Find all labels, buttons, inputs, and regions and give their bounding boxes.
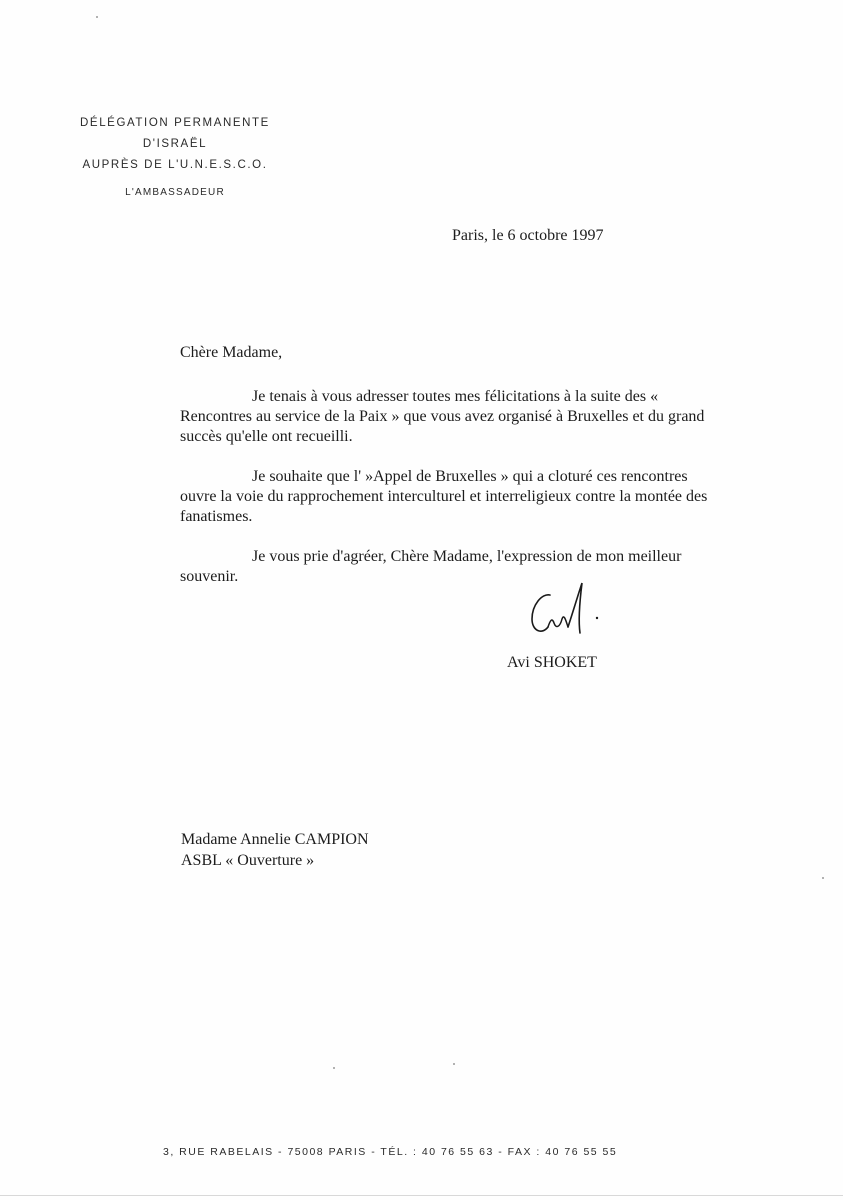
signer-name: Avi SHOKET <box>507 654 597 671</box>
letter-date: Paris, le 6 octobre 1997 <box>452 227 604 244</box>
letterhead-line-1: DÉLÉGATION PERMANENTE <box>80 117 270 129</box>
recipient-block <box>181 829 369 871</box>
salutation: Chère Madame, <box>180 344 283 361</box>
paper-speck <box>453 1063 455 1065</box>
paragraph-congratulations: Je tenais à vous adresser toutes mes félicitations à la suite des « Rencontres au service de la Paix » que vous avez organisé à Bruxelles et du grand succès qu'elle ont recueilli. <box>180 388 705 445</box>
letter-body <box>180 343 710 607</box>
letterhead-role: L'AMBASSADEUR <box>125 187 225 198</box>
recipient-name: Madame Annelie CAMPION <box>181 831 369 848</box>
paper-speck <box>96 16 98 18</box>
recipient-organization: ASBL « Ouverture » <box>181 852 315 869</box>
letterhead-line-2: D'ISRAËL <box>142 138 208 150</box>
footer-address: 3, RUE RABELAIS - 75008 PARIS - TÉL. : 40 76 55 63 - FAX : 40 76 55 55 <box>163 1146 618 1158</box>
letterhead-line-3: AUPRÈS DE L'U.N.E.S.C.O. <box>82 159 268 171</box>
paper-speck <box>333 1067 335 1069</box>
handwritten-signature <box>520 575 610 645</box>
paragraph-closing: Je vous prie d'agréer, Chère Madame, l'expression de mon meilleur souvenir. <box>180 548 682 585</box>
paper-edge <box>0 1195 843 1196</box>
paragraph-wish: Je souhaite que l' »Appel de Bruxelles » qui a cloturé ces rencontres ouvre la voie du rapprochement interculturel et interreligieux contre la montée des fanatismes. <box>180 468 708 525</box>
paper-speck <box>822 877 824 879</box>
letterhead <box>40 113 310 203</box>
